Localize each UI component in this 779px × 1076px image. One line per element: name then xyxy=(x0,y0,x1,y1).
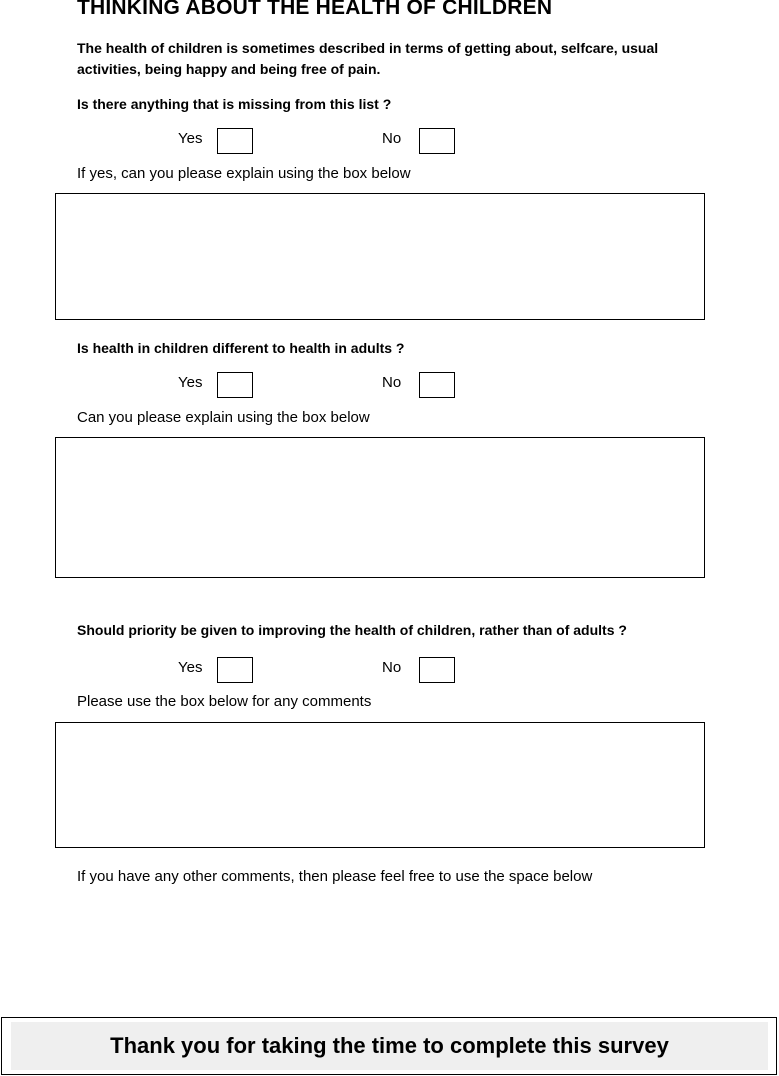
q1-no-checkbox[interactable] xyxy=(419,128,455,154)
q2-no-label: No xyxy=(382,374,402,391)
other-comments-label: If you have any other comments, then please feel free to use the space below xyxy=(77,868,593,885)
q3-no-label: No xyxy=(382,659,402,676)
q1-instruction: If yes, can you please explain using the box below xyxy=(77,165,411,182)
q2-question: Is health in children different to health in adults ? xyxy=(77,340,405,356)
q1-yes-label: Yes xyxy=(178,130,203,147)
q2-yes-label: Yes xyxy=(178,374,203,391)
intro-line-1: The health of children is sometimes described in terms of getting about, selfcare, usual xyxy=(77,40,659,56)
other-comments-space[interactable] xyxy=(55,895,705,1005)
footer-banner xyxy=(1,1017,777,1075)
q3-no-checkbox[interactable] xyxy=(419,657,455,683)
intro-line-2: activities, being happy and being free of pain. xyxy=(77,61,381,77)
intro-text xyxy=(77,38,658,80)
q1-no-label: No xyxy=(382,130,402,147)
page-title: THINKING ABOUT THE HEALTH OF CHILDREN xyxy=(77,0,553,19)
q2-instruction: Can you please explain using the box below xyxy=(77,409,370,426)
q2-yes-checkbox[interactable] xyxy=(217,372,253,398)
footer-shade xyxy=(11,1022,768,1070)
q1-answer-box[interactable] xyxy=(55,193,705,320)
q3-instruction: Please use the box below for any comments xyxy=(77,693,372,710)
q3-yes-label: Yes xyxy=(178,659,203,676)
q3-yes-checkbox[interactable] xyxy=(217,657,253,683)
q2-no-checkbox[interactable] xyxy=(419,372,455,398)
q3-answer-box[interactable] xyxy=(55,722,705,848)
q1-yes-checkbox[interactable] xyxy=(217,128,253,154)
q3-question: Should priority be given to improving the health of children, rather than of adults ? xyxy=(77,622,627,638)
q1-question: Is there anything that is missing from this list ? xyxy=(77,96,392,112)
footer-thanks: Thank you for taking the time to complete this survey xyxy=(110,1033,669,1058)
q2-answer-box[interactable] xyxy=(55,437,705,578)
